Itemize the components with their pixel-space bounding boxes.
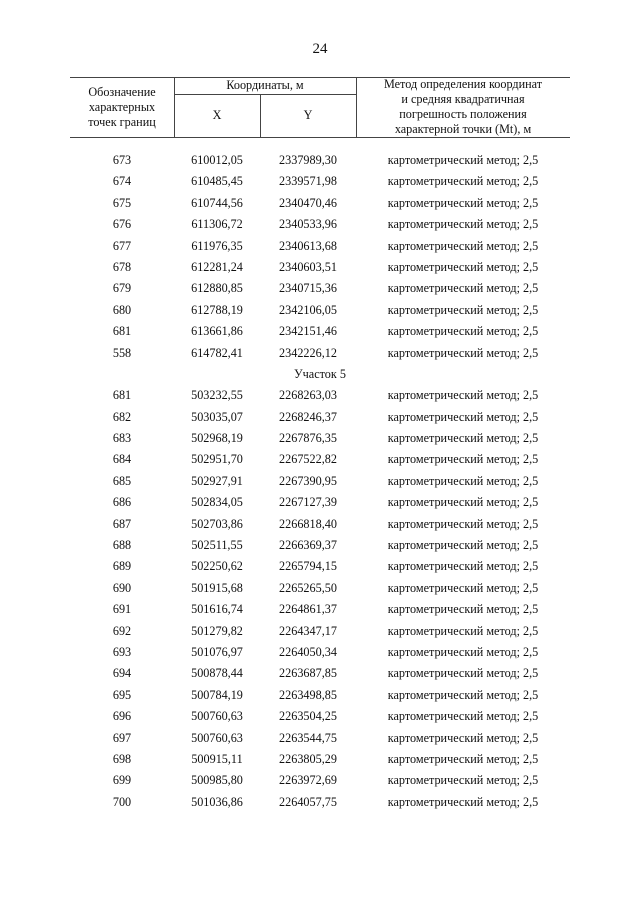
- point-id-cell: 684: [112, 452, 132, 467]
- method-cell: картометрический метод; 2,5: [387, 302, 539, 317]
- table-body: [70, 150, 570, 813]
- x-coordinate-cell: 612788,19: [191, 302, 243, 317]
- y-coordinate-cell: 2342226,12: [279, 345, 337, 360]
- point-id-cell: 683: [112, 431, 132, 446]
- x-coordinate-cell: 612281,24: [191, 259, 243, 274]
- header-method-line-1: Метод определения координат: [383, 77, 543, 91]
- y-coordinate-cell: 2263544,75: [279, 730, 337, 745]
- x-coordinate-cell: 503035,07: [191, 409, 243, 424]
- table-row: [70, 171, 570, 192]
- point-id-cell: 697: [112, 730, 132, 745]
- method-cell: картометрический метод; 2,5: [387, 538, 539, 553]
- y-coordinate-cell: 2339571,98: [279, 174, 337, 189]
- coords-sub-rule: [174, 94, 356, 95]
- y-coordinate-cell: 2263687,85: [279, 666, 337, 681]
- page-number: 24: [312, 41, 328, 57]
- header-coords-label: Координаты, м: [226, 78, 304, 92]
- y-coordinate-cell: 2266818,40: [279, 516, 337, 531]
- table-row: [70, 300, 570, 321]
- point-id-cell: 674: [112, 174, 132, 189]
- x-coordinate-cell: 610485,45: [191, 174, 243, 189]
- table-row: [70, 257, 570, 278]
- x-coordinate-cell: 502511,55: [191, 538, 243, 553]
- point-id-cell: 688: [112, 538, 132, 553]
- table-row: [70, 621, 570, 642]
- table-row: [70, 278, 570, 299]
- y-coordinate-cell: 2340613,68: [279, 238, 337, 253]
- y-coordinate-cell: 2268263,03: [279, 388, 337, 403]
- table-row: [70, 514, 570, 535]
- y-coordinate-cell: 2342151,46: [279, 324, 337, 339]
- y-coordinate-cell: 2340603,51: [279, 259, 337, 274]
- x-coordinate-cell: 612880,85: [191, 281, 243, 296]
- table-row: [70, 685, 570, 706]
- table-row: [70, 214, 570, 235]
- header-point-label: [70, 85, 174, 130]
- method-cell: картометрический метод; 2,5: [387, 794, 539, 809]
- y-coordinate-cell: 2267127,39: [279, 495, 337, 510]
- point-id-cell: 678: [112, 259, 132, 274]
- y-coordinate-cell: 2267876,35: [279, 431, 337, 446]
- method-cell: картометрический метод; 2,5: [387, 431, 539, 446]
- x-coordinate-cell: 611976,35: [191, 238, 243, 253]
- point-id-cell: 673: [112, 153, 132, 167]
- header-point-line-3: точек границ: [88, 115, 156, 129]
- point-id-cell: 681: [112, 388, 132, 403]
- table-row: [70, 556, 570, 577]
- y-coordinate-cell: 2263972,69: [279, 773, 337, 788]
- method-cell: картометрический метод; 2,5: [387, 709, 539, 724]
- y-coordinate-cell: 2263498,85: [279, 687, 337, 702]
- y-coordinate-cell: 2265265,50: [279, 580, 337, 595]
- table-row: [70, 321, 570, 342]
- table-row: [70, 150, 570, 171]
- method-cell: картометрический метод; 2,5: [387, 345, 539, 360]
- point-id-cell: 700: [112, 794, 132, 809]
- table-row: [70, 492, 570, 513]
- method-cell: картометрический метод; 2,5: [387, 773, 539, 788]
- header-method-line-2: и средняя квадратичная: [401, 92, 525, 106]
- table-row: [70, 193, 570, 214]
- x-coordinate-cell: 610012,05: [191, 153, 243, 167]
- table-row: [70, 535, 570, 556]
- point-id-cell: 686: [112, 495, 132, 510]
- table-header: [70, 77, 570, 137]
- table-row: [70, 407, 570, 428]
- method-cell: картометрический метод; 2,5: [387, 666, 539, 681]
- header-method-line-4: характерной точки (Mt), м: [394, 122, 532, 136]
- table-row: [70, 471, 570, 492]
- method-cell: картометрический метод; 2,5: [387, 324, 539, 339]
- header-point-line-1: Обозначение: [88, 85, 156, 99]
- point-id-cell: 698: [112, 751, 132, 766]
- method-cell: картометрический метод; 2,5: [387, 516, 539, 531]
- y-coordinate-cell: 2337989,30: [279, 153, 337, 167]
- method-cell: картометрический метод; 2,5: [387, 281, 539, 296]
- x-coordinate-cell: 502250,62: [191, 559, 243, 574]
- method-cell: картометрический метод; 2,5: [387, 687, 539, 702]
- method-cell: картометрический метод; 2,5: [387, 153, 539, 167]
- y-coordinate-cell: 2267522,82: [279, 452, 337, 467]
- x-coordinate-cell: 500784,19: [191, 687, 243, 702]
- x-coordinate-cell: 610744,56: [191, 195, 243, 210]
- method-cell: картометрический метод; 2,5: [387, 217, 539, 232]
- table-row: [70, 792, 570, 813]
- method-cell: картометрический метод; 2,5: [387, 409, 539, 424]
- table-row: [70, 728, 570, 749]
- method-cell: картометрический метод; 2,5: [387, 495, 539, 510]
- y-coordinate-cell: 2340470,46: [279, 195, 337, 210]
- table-row: [70, 236, 570, 257]
- table-row: [70, 385, 570, 406]
- table-row: [70, 449, 570, 470]
- point-id-cell: 695: [112, 687, 132, 702]
- point-id-cell: 677: [112, 238, 132, 253]
- y-coordinate-cell: 2264347,17: [279, 623, 337, 638]
- x-coordinate-cell: 500760,63: [191, 730, 243, 745]
- method-cell: картометрический метод; 2,5: [387, 751, 539, 766]
- point-id-cell: 694: [112, 666, 132, 681]
- y-coordinate-cell: 2340715,36: [279, 281, 337, 296]
- y-coordinate-cell: 2264050,34: [279, 644, 337, 659]
- table-row: [70, 642, 570, 663]
- point-id-cell: 687: [112, 516, 132, 531]
- point-id-cell: 558: [112, 345, 132, 360]
- y-coordinate-cell: 2263805,29: [279, 751, 337, 766]
- point-id-cell: 685: [112, 473, 132, 488]
- header-point-line-2: характерных: [88, 100, 156, 114]
- method-cell: картометрический метод; 2,5: [387, 195, 539, 210]
- point-id-cell: 690: [112, 580, 132, 595]
- x-coordinate-cell: 501279,82: [191, 623, 243, 638]
- point-id-cell: 693: [112, 644, 132, 659]
- x-coordinate-cell: 500878,44: [191, 666, 243, 681]
- point-id-cell: 680: [112, 302, 132, 317]
- x-coordinate-cell: 502703,86: [191, 516, 243, 531]
- method-cell: картометрический метод; 2,5: [387, 559, 539, 574]
- method-cell: картометрический метод; 2,5: [387, 473, 539, 488]
- x-coordinate-cell: 501616,74: [191, 602, 243, 617]
- method-cell: картометрический метод; 2,5: [387, 623, 539, 638]
- x-coordinate-cell: 503232,55: [191, 388, 243, 403]
- table-row: [70, 749, 570, 770]
- method-cell: картометрический метод; 2,5: [387, 730, 539, 745]
- x-coordinate-cell: 501076,97: [191, 644, 243, 659]
- method-cell: картометрический метод; 2,5: [387, 580, 539, 595]
- y-coordinate-cell: 2267390,95: [279, 473, 337, 488]
- point-id-cell: 681: [112, 324, 132, 339]
- x-coordinate-cell: 502951,70: [191, 452, 243, 467]
- point-id-cell: 689: [112, 559, 132, 574]
- method-cell: картометрический метод; 2,5: [387, 602, 539, 617]
- header-x-label: X: [212, 108, 222, 122]
- table-row: [70, 770, 570, 791]
- x-coordinate-cell: 500915,11: [191, 751, 243, 766]
- y-coordinate-cell: 2264861,37: [279, 602, 337, 617]
- header-method-label: [356, 77, 570, 137]
- x-coordinate-cell: 500985,80: [191, 773, 243, 788]
- section-label: Участок 5: [294, 366, 346, 381]
- x-coordinate-cell: 611306,72: [191, 217, 243, 232]
- y-coordinate-cell: 2266369,37: [279, 538, 337, 553]
- table-row: [70, 706, 570, 727]
- y-coordinate-cell: 2264057,75: [279, 794, 337, 809]
- header-method-line-3: погрешность положения: [399, 107, 527, 121]
- table-row: [70, 599, 570, 620]
- method-cell: картометрический метод; 2,5: [387, 174, 539, 189]
- x-coordinate-cell: 500760,63: [191, 709, 243, 724]
- table-row: [70, 663, 570, 684]
- x-coordinate-cell: 613661,86: [191, 324, 243, 339]
- x-coordinate-cell: 501036,86: [191, 794, 243, 809]
- x-coordinate-cell: 502927,91: [191, 473, 243, 488]
- x-coordinate-cell: 614782,41: [191, 345, 243, 360]
- method-cell: картометрический метод; 2,5: [387, 452, 539, 467]
- y-coordinate-cell: 2268246,37: [279, 409, 337, 424]
- y-coordinate-cell: 2263504,25: [279, 709, 337, 724]
- header-bottom-rule: [70, 137, 570, 138]
- point-id-cell: 682: [112, 409, 132, 424]
- method-cell: картометрический метод; 2,5: [387, 259, 539, 274]
- y-coordinate-cell: 2265794,15: [279, 559, 337, 574]
- point-id-cell: 696: [112, 709, 132, 724]
- point-id-cell: 699: [112, 773, 132, 788]
- method-cell: картометрический метод; 2,5: [387, 388, 539, 403]
- header-y-label: Y: [303, 108, 313, 122]
- point-id-cell: 691: [112, 602, 132, 617]
- method-cell: картометрический метод; 2,5: [387, 644, 539, 659]
- table-row: [70, 343, 570, 364]
- table-row: [70, 578, 570, 599]
- point-id-cell: 676: [112, 217, 132, 232]
- point-id-cell: 679: [112, 281, 132, 296]
- method-cell: картометрический метод; 2,5: [387, 238, 539, 253]
- point-id-cell: 692: [112, 623, 132, 638]
- y-coordinate-cell: 2340533,96: [279, 217, 337, 232]
- x-coordinate-cell: 502968,19: [191, 431, 243, 446]
- y-coordinate-cell: 2342106,05: [279, 302, 337, 317]
- x-coordinate-cell: 501915,68: [191, 580, 243, 595]
- x-coordinate-cell: 502834,05: [191, 495, 243, 510]
- table-row: [70, 428, 570, 449]
- point-id-cell: 675: [112, 195, 132, 210]
